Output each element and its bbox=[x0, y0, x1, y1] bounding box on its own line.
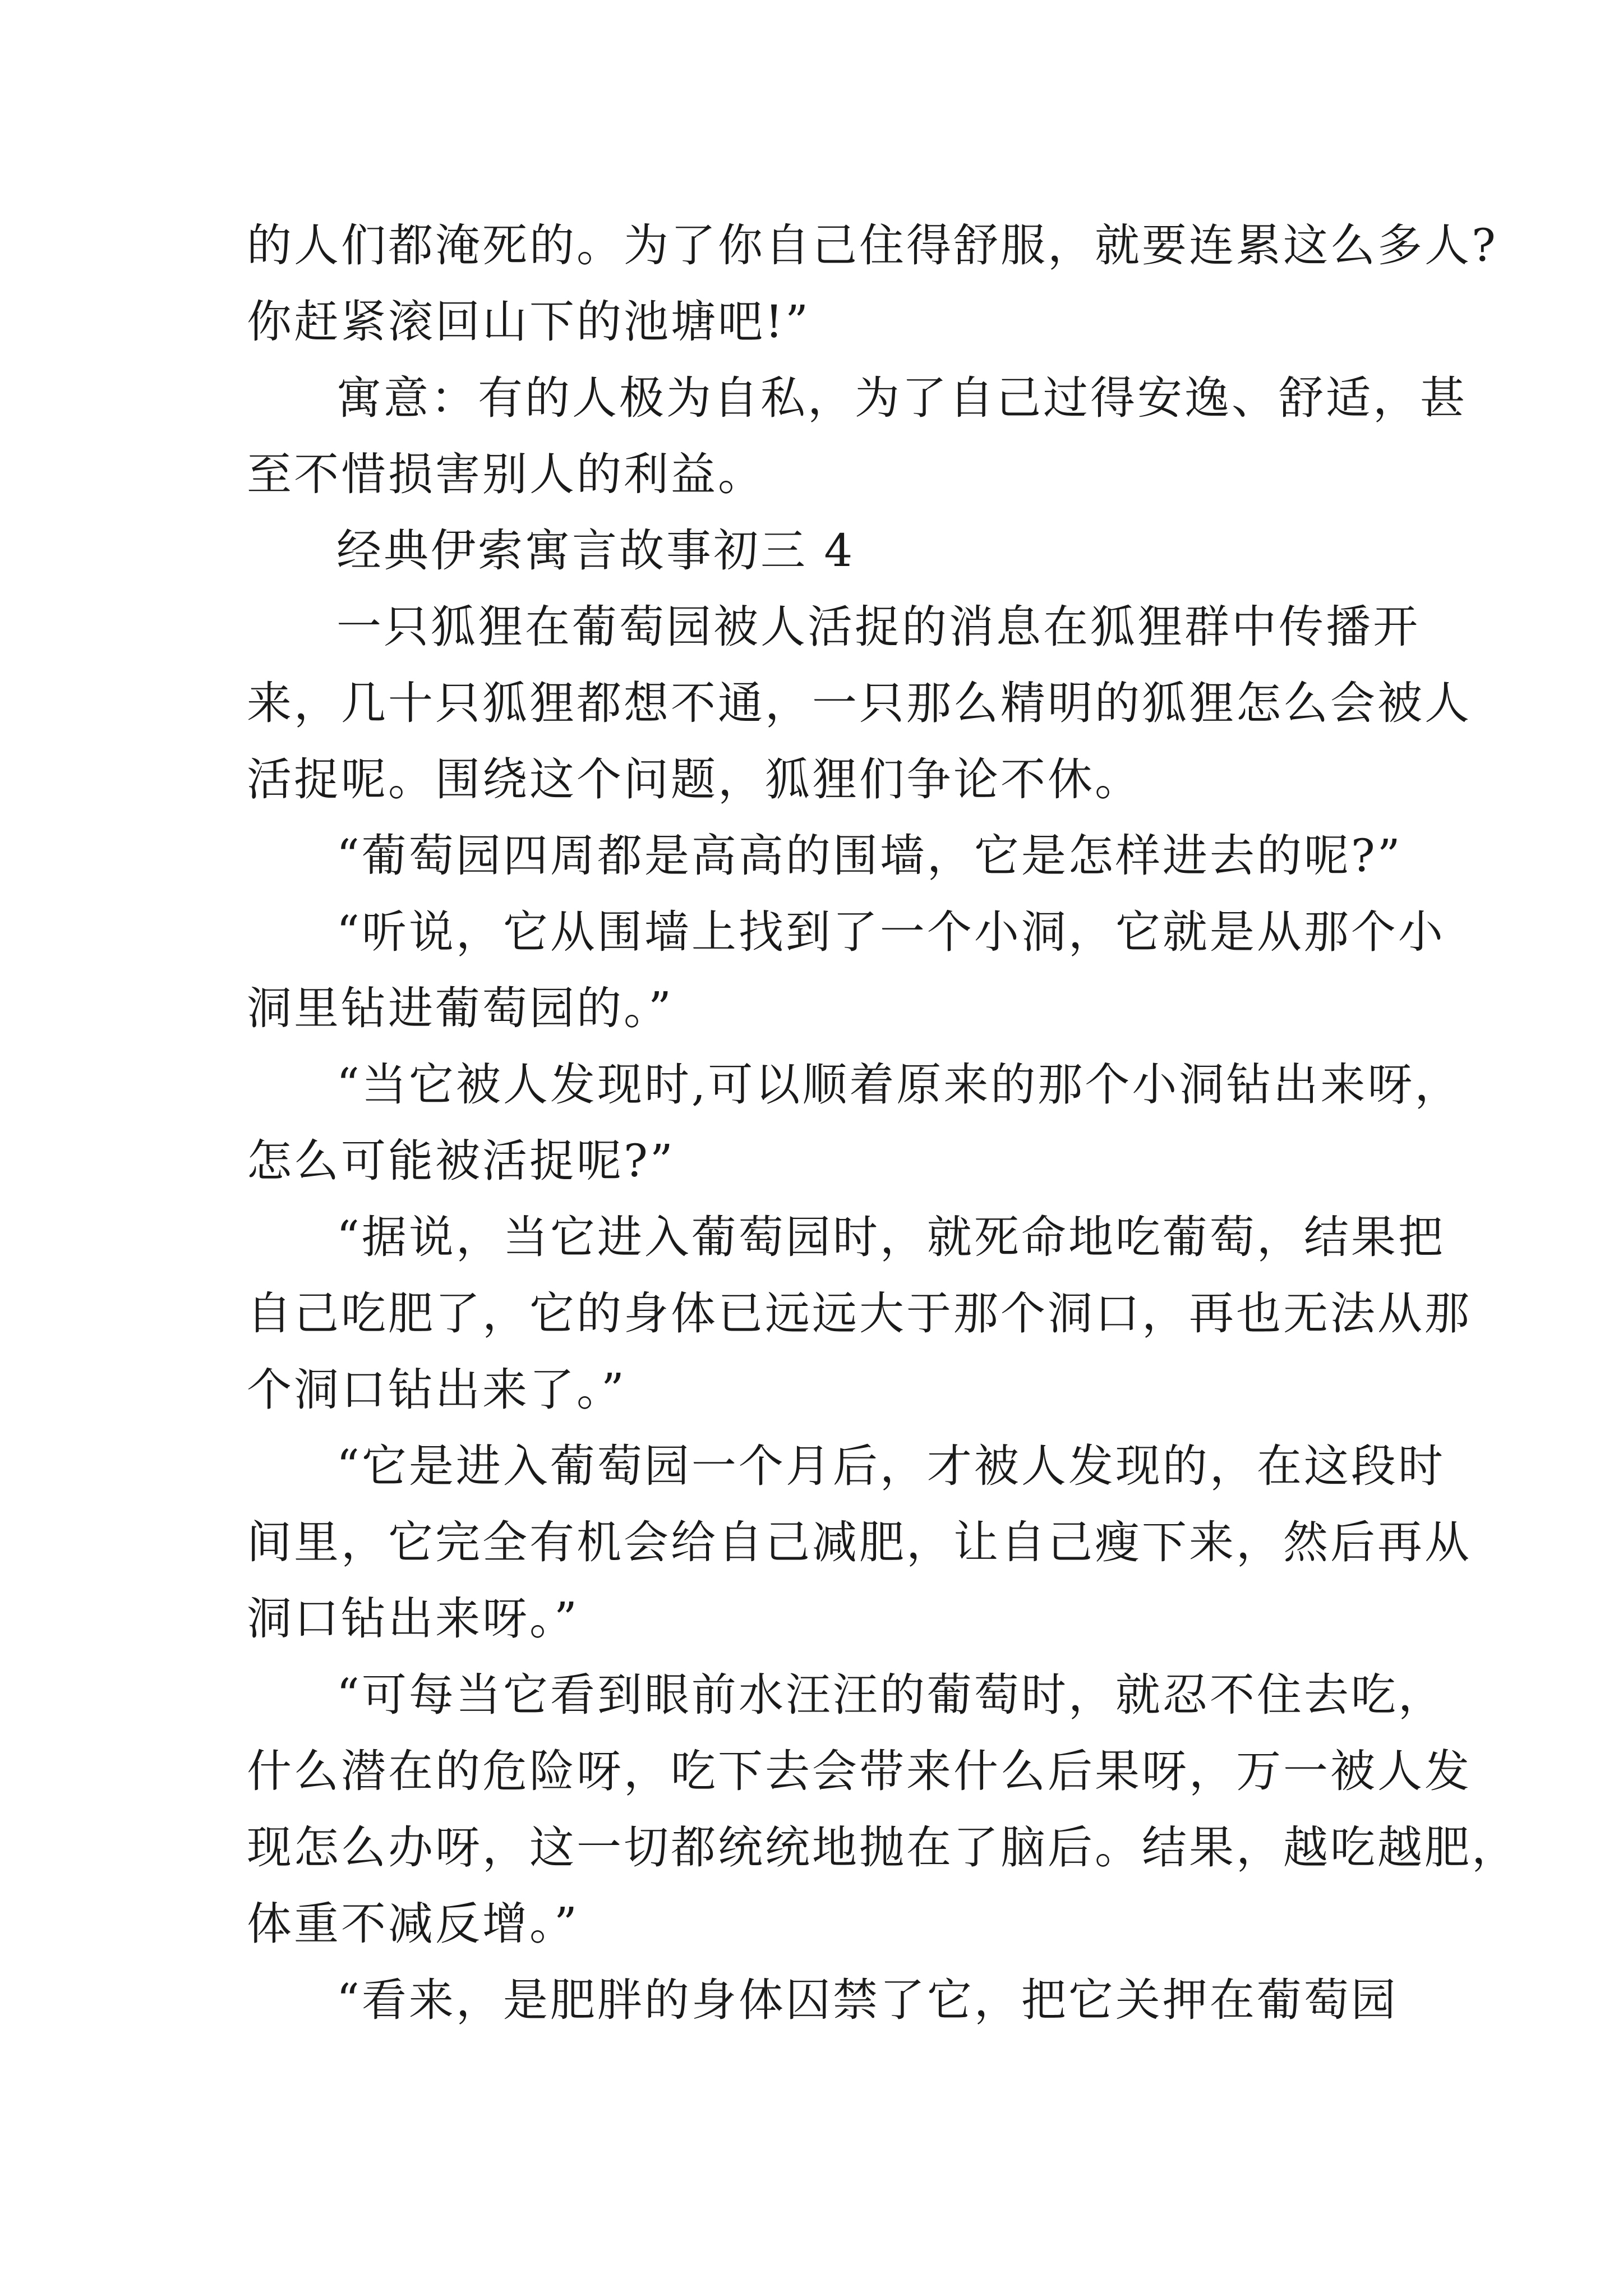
text-line: 间里，它完全有机会给自己减肥，让自己瘦下来，然后再从 bbox=[247, 1516, 1472, 1568]
text-line: “当它被人发现时,可以顺着原来的那个小洞钻出来呀， bbox=[336, 1059, 1462, 1111]
text-line: 你赶紧滚回山下的池塘吧!” bbox=[247, 296, 811, 348]
text-line: 来，几十只狐狸都想不通，一只那么精明的狐狸怎么会被人 bbox=[247, 677, 1472, 729]
text-line: 自己吃肥了，它的身体已远远大于那个洞口，再也无法从那 bbox=[247, 1287, 1472, 1340]
text-line: “看来，是肥胖的身体囚禁了它，把它关押在葡萄园 bbox=[336, 1974, 1398, 2026]
text-line: 洞口钻出来呀。” bbox=[247, 1593, 579, 1645]
text-line: 怎么可能被活捉呢?” bbox=[247, 1135, 675, 1187]
text-line: “它是进入葡萄园一个月后，才被人发现的，在这段时 bbox=[336, 1440, 1445, 1492]
text-line: 洞里钻进葡萄园的。” bbox=[247, 982, 674, 1034]
document-body bbox=[247, 208, 1519, 2039]
text-line: 寓意：有的人极为自私，为了自己过得安逸、舒适，甚 bbox=[336, 372, 1467, 424]
text-line: “据说，当它进入葡萄园时，就死命地吃葡萄，结果把 bbox=[336, 1211, 1445, 1263]
text-line: “可每当它看到眼前水汪汪的葡萄时，就忍不住去吃， bbox=[336, 1669, 1445, 1721]
text-line: 的人们都淹死的。为了你自己住得舒服，就要连累这么多人? bbox=[247, 219, 1498, 272]
text-line: 什么潜在的危险呀，吃下去会带来什么后果呀，万一被人发 bbox=[247, 1745, 1472, 1797]
text-line: 活捉呢。围绕这个问题，狐狸们争论不休。 bbox=[247, 753, 1142, 806]
text-line: 个洞口钻出来了。” bbox=[247, 1364, 626, 1416]
text-line: 至不惜损害别人的利益。 bbox=[247, 448, 765, 500]
text-line: “葡萄园四周都是高高的围墙，它是怎样进去的呢?” bbox=[336, 830, 1403, 882]
text-line: 一只狐狸在葡萄园被人活捉的消息在狐狸群中传播开 bbox=[336, 601, 1420, 653]
text-line: 经典伊索寓言故事初三 4 bbox=[336, 524, 855, 577]
text-line: 体重不减反增。” bbox=[247, 1898, 579, 1950]
text-line: 现怎么办呀，这一切都统统地抛在了脑后。结果，越吃越肥， bbox=[247, 1821, 1519, 1874]
text-line: “听说，它从围墙上找到了一个小洞，它就是从那个小 bbox=[336, 906, 1445, 958]
